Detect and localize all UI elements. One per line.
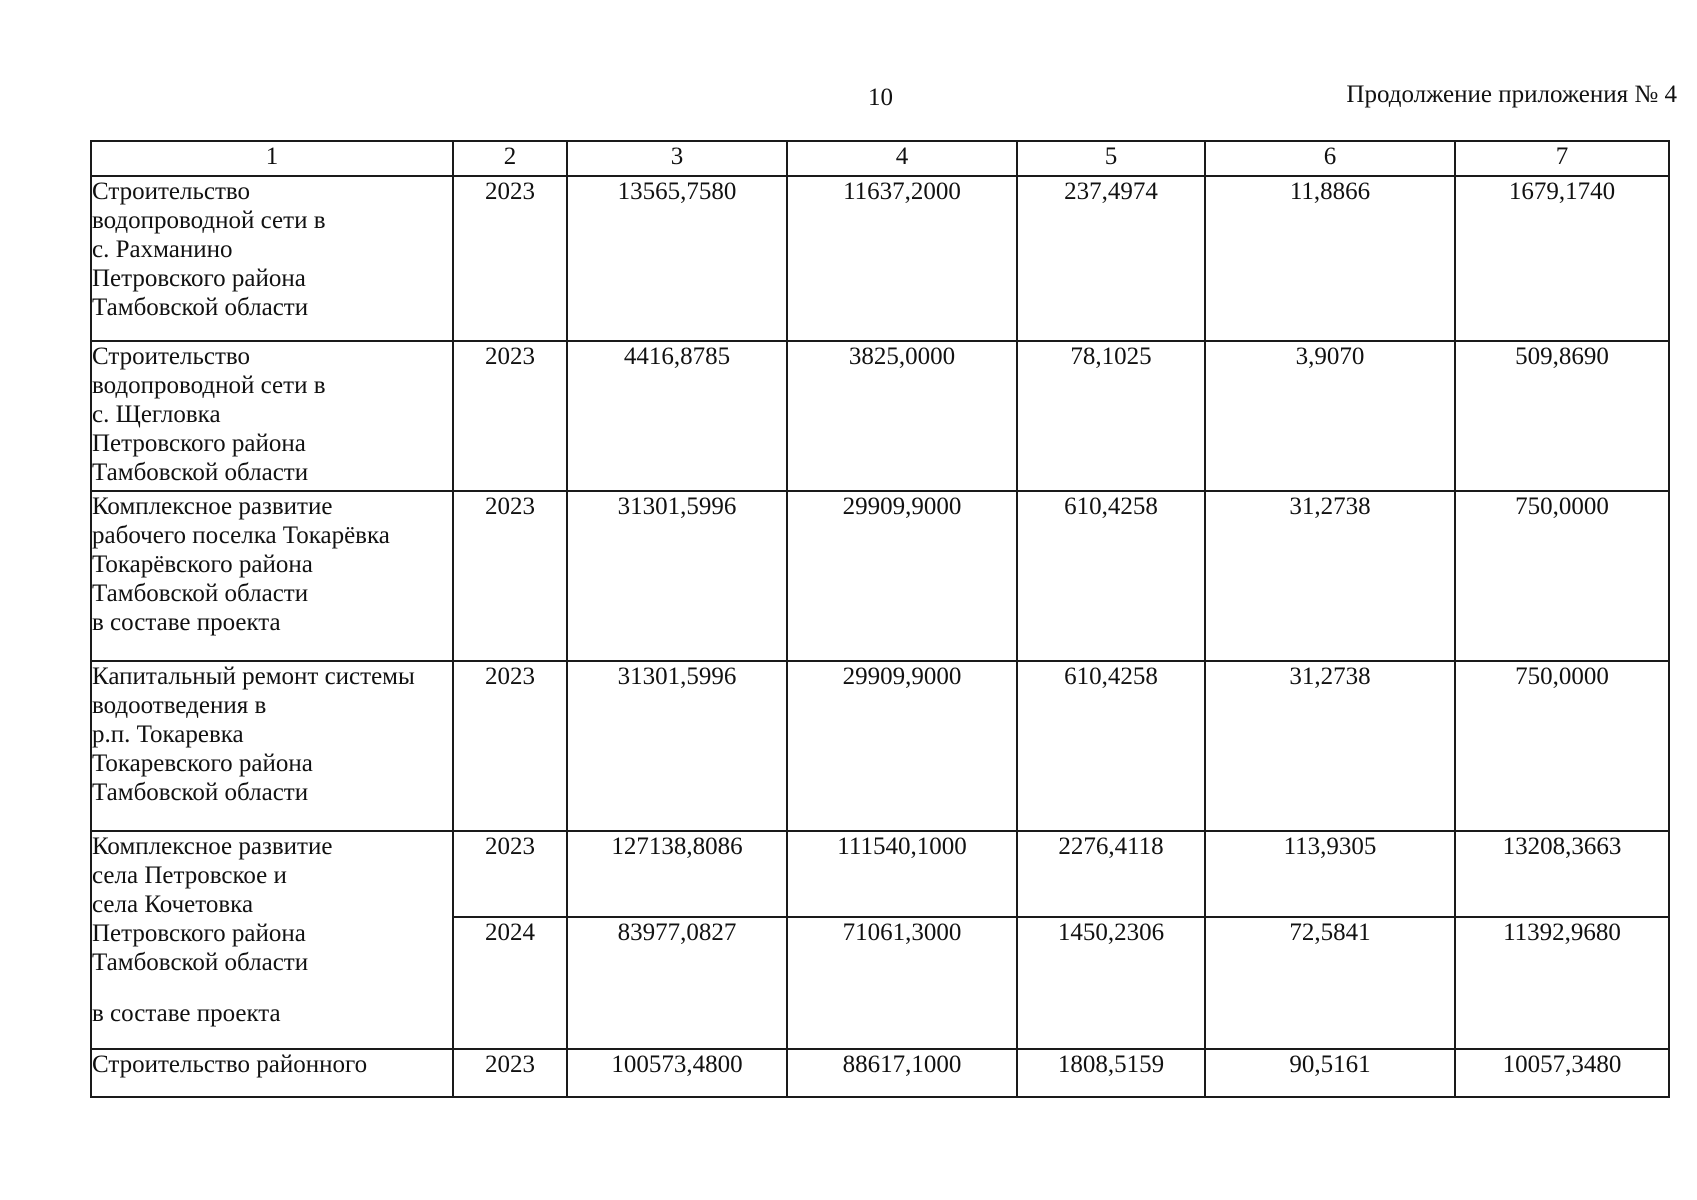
project-name-cell: Строительство районного xyxy=(91,1049,453,1097)
year-cell: 2023 xyxy=(453,491,567,661)
value-cell: 1808,5159 xyxy=(1017,1049,1205,1097)
project-name-tail: в составе проекта xyxy=(92,1000,281,1027)
column-header: 6 xyxy=(1205,141,1455,176)
year-cell: 2024 xyxy=(453,917,567,1049)
value-cell: 509,8690 xyxy=(1455,341,1669,491)
value-cell: 72,5841 xyxy=(1205,917,1455,1049)
value-cell: 31,2738 xyxy=(1205,491,1455,661)
year-cell: 2023 xyxy=(453,341,567,491)
column-header: 5 xyxy=(1017,141,1205,176)
project-name-cell: Строительство водопроводной сети в с. Щегловка Петровского района Тамбовской области xyxy=(91,341,453,491)
column-header: 7 xyxy=(1455,141,1669,176)
project-name-cell: Комплексное развитие рабочего поселка Токарёвка Токарёвского района Тамбовской области в составе проекта xyxy=(91,491,453,661)
value-cell: 11,8866 xyxy=(1205,176,1455,341)
column-header: 2 xyxy=(453,141,567,176)
table-row xyxy=(91,1049,1669,1097)
page-number: 10 xyxy=(868,84,893,111)
table-row xyxy=(91,341,1669,491)
value-cell: 29909,9000 xyxy=(787,661,1017,831)
value-cell: 31,2738 xyxy=(1205,661,1455,831)
value-cell: 610,4258 xyxy=(1017,491,1205,661)
value-cell: 31301,5996 xyxy=(567,661,787,831)
value-cell: 1679,1740 xyxy=(1455,176,1669,341)
value-cell: 13208,3663 xyxy=(1455,831,1669,917)
value-cell: 71061,3000 xyxy=(787,917,1017,1049)
value-cell: 78,1025 xyxy=(1017,341,1205,491)
project-name-cell xyxy=(91,831,453,1049)
column-header: 4 xyxy=(787,141,1017,176)
table-row xyxy=(91,176,1669,341)
table-row xyxy=(91,491,1669,661)
value-cell: 4416,8785 xyxy=(567,341,787,491)
value-cell: 1450,2306 xyxy=(1017,917,1205,1049)
year-cell: 2023 xyxy=(453,1049,567,1097)
value-cell: 3825,0000 xyxy=(787,341,1017,491)
value-cell: 111540,1000 xyxy=(787,831,1017,917)
year-cell: 2023 xyxy=(453,831,567,917)
value-cell: 100573,4800 xyxy=(567,1049,787,1097)
value-cell: 11637,2000 xyxy=(787,176,1017,341)
value-cell: 83977,0827 xyxy=(567,917,787,1049)
value-cell: 237,4974 xyxy=(1017,176,1205,341)
project-name-cell: Капитальный ремонт системы водоотведения в р.п. Токаревка Токаревского района Тамбовской области xyxy=(91,661,453,831)
value-cell: 10057,3480 xyxy=(1455,1049,1669,1097)
year-cell: 2023 xyxy=(453,176,567,341)
value-cell: 11392,9680 xyxy=(1455,917,1669,1049)
year-cell: 2023 xyxy=(453,661,567,831)
table-header-row xyxy=(91,141,1669,176)
value-cell: 90,5161 xyxy=(1205,1049,1455,1097)
table-row xyxy=(91,661,1669,831)
value-cell: 750,0000 xyxy=(1455,661,1669,831)
column-header: 1 xyxy=(91,141,453,176)
value-cell: 3,9070 xyxy=(1205,341,1455,491)
budget-table xyxy=(90,140,1670,1098)
project-name-cell: Строительство водопроводной сети в с. Рахманино Петровского района Тамбовской области xyxy=(91,176,453,341)
value-cell: 31301,5996 xyxy=(567,491,787,661)
value-cell: 113,9305 xyxy=(1205,831,1455,917)
value-cell: 2276,4118 xyxy=(1017,831,1205,917)
project-name-text: Комплексное развитие села Петровское и села Кочетовка Петровского района Тамбовской области xyxy=(92,833,333,976)
value-cell: 29909,9000 xyxy=(787,491,1017,661)
annex-continuation-note: Продолжение приложения № 4 xyxy=(1346,81,1677,108)
value-cell: 13565,7580 xyxy=(567,176,787,341)
table-row xyxy=(91,831,1669,917)
column-header: 3 xyxy=(567,141,787,176)
value-cell: 127138,8086 xyxy=(567,831,787,917)
value-cell: 610,4258 xyxy=(1017,661,1205,831)
value-cell: 88617,1000 xyxy=(787,1049,1017,1097)
value-cell: 750,0000 xyxy=(1455,491,1669,661)
